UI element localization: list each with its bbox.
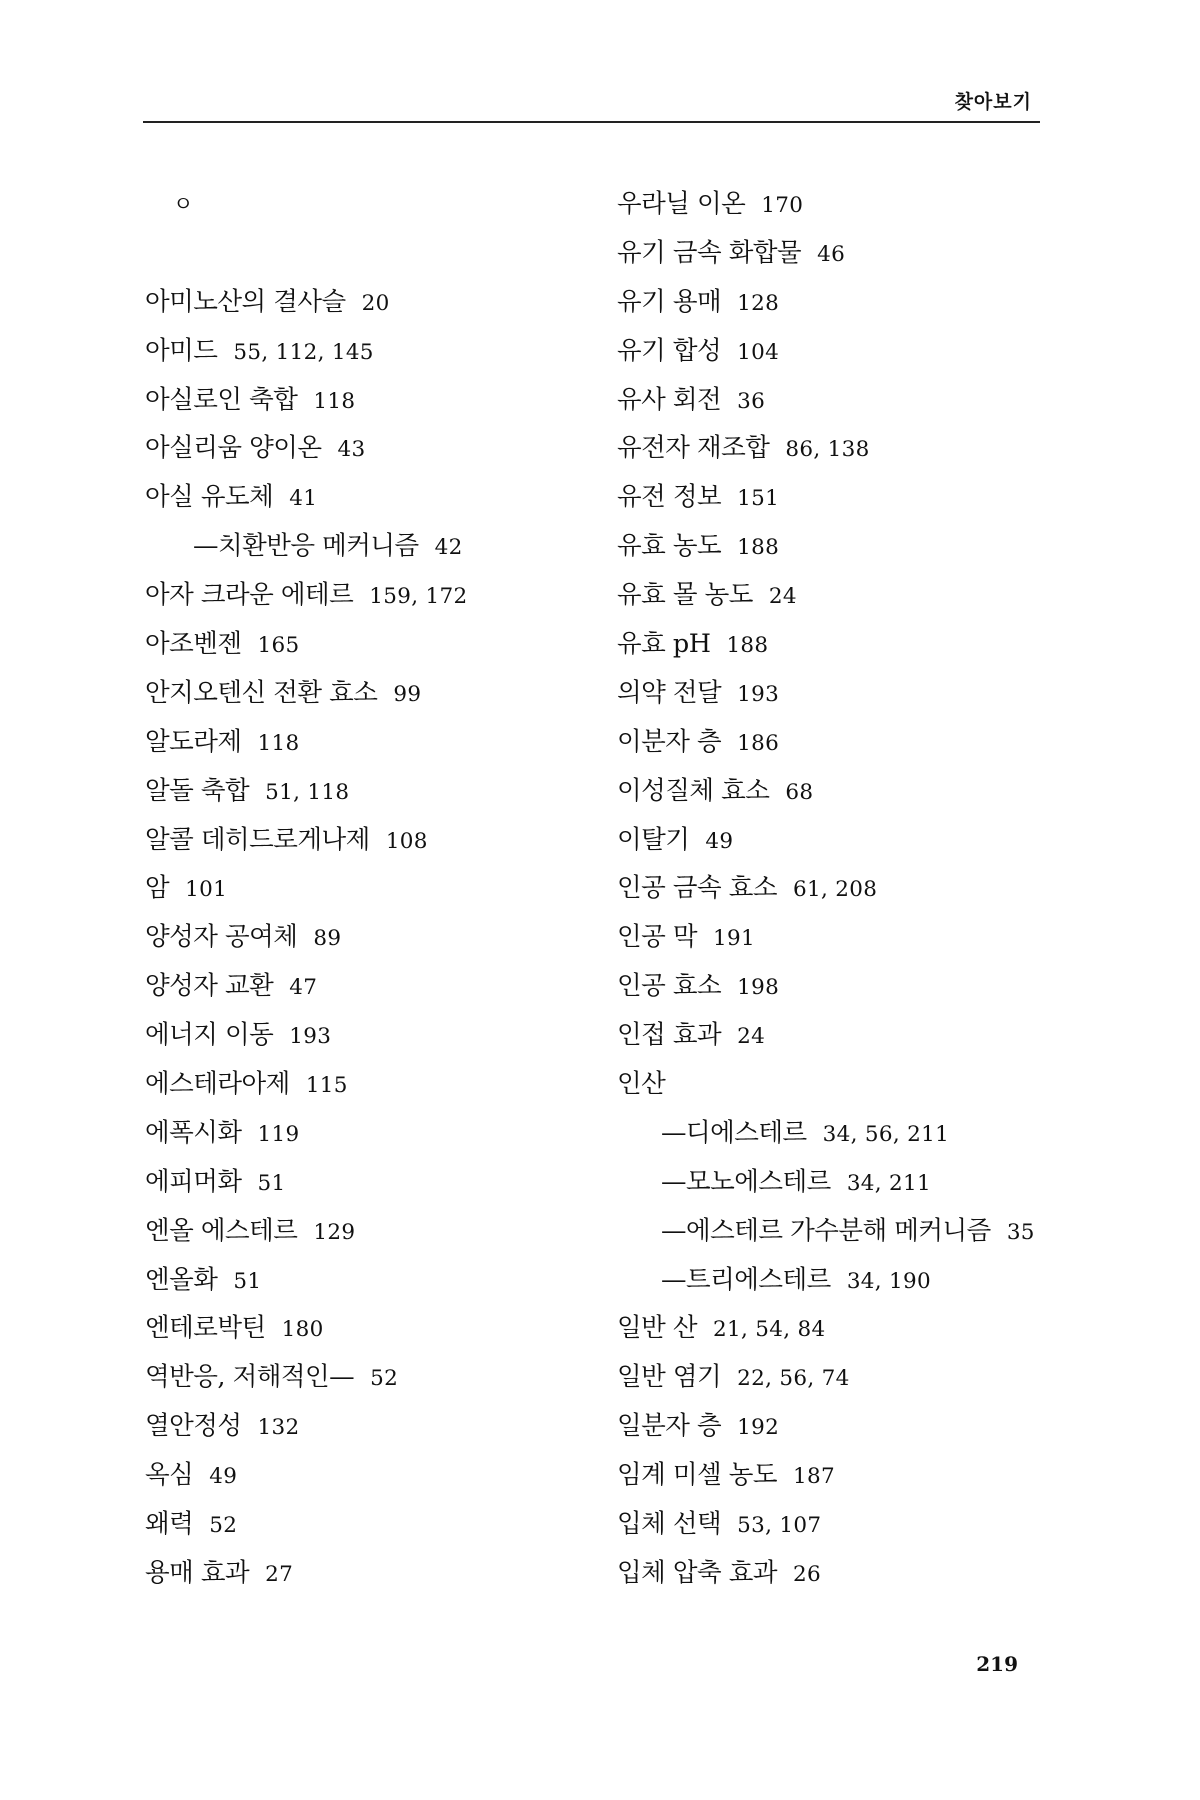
index-entry — [145, 962, 467, 1011]
index-term: 에폭시화 — [145, 1117, 242, 1148]
index-page-refs: 187 — [793, 1464, 835, 1490]
index-column-right — [617, 180, 1035, 1598]
index-term: 엔올 에스테르 — [145, 1215, 298, 1246]
index-entry — [617, 278, 1035, 327]
running-header — [143, 85, 1040, 123]
index-page-refs: 128 — [737, 290, 780, 316]
index-term: —치환반응 메커니즘 — [193, 531, 419, 562]
index-term: —에스테르 가수분해 메커니즘 — [661, 1215, 991, 1246]
index-entry — [145, 1256, 467, 1305]
page-number: 219 — [976, 1652, 1018, 1676]
index-page-refs: 34, 56, 211 — [822, 1121, 950, 1147]
index-entry — [617, 1402, 1035, 1451]
index-page-refs: 36 — [737, 388, 766, 414]
index-page-refs: 52 — [370, 1366, 399, 1392]
index-page-refs: 118 — [257, 730, 300, 756]
index-entry — [617, 424, 1035, 473]
index-entry — [145, 1500, 467, 1549]
index-page-refs: 151 — [737, 486, 780, 512]
index-entry — [617, 1207, 1035, 1256]
index-entry — [617, 327, 1035, 376]
index-entry — [617, 1500, 1035, 1549]
index-term: 우라닐 이온 — [617, 189, 746, 219]
index-entry — [145, 767, 467, 816]
index-term: 아실 유도체 — [145, 482, 274, 513]
index-entry — [145, 1109, 467, 1158]
index-page-refs: 193 — [737, 681, 780, 707]
index-term: 알돌 축합 — [145, 775, 250, 806]
index-page-refs: 53, 107 — [737, 1513, 822, 1539]
index-entry — [145, 1011, 467, 1060]
index-term: 엔테로박틴 — [145, 1313, 266, 1344]
index-entry — [617, 1060, 1035, 1109]
index-term: 유효 pH — [617, 629, 711, 660]
index-page-refs: 101 — [185, 877, 228, 903]
index-term: 유기 합성 — [617, 335, 722, 366]
index-page-refs: 51 — [257, 1170, 286, 1196]
index-page-refs: 188 — [726, 633, 769, 659]
index-entry — [145, 1304, 467, 1353]
index-entry — [617, 620, 1035, 669]
index-term: 알콜 데히드로게나제 — [145, 824, 370, 855]
index-term: 인산 — [617, 1069, 666, 1100]
index-page-refs: 86, 138 — [785, 437, 870, 463]
index-term: —트리에스테르 — [661, 1264, 831, 1295]
index-entry — [617, 522, 1035, 571]
running-header-title: 찾아보기 — [954, 91, 1032, 113]
index-entry — [617, 571, 1035, 620]
index-page-refs: 193 — [289, 1024, 332, 1050]
index-page-refs: 99 — [393, 681, 422, 707]
index-entry — [145, 1451, 467, 1500]
index-term: 이탈기 — [617, 824, 690, 855]
index-page-refs: 61, 208 — [793, 877, 878, 903]
index-entry — [145, 913, 467, 962]
index-page-refs: 192 — [737, 1415, 780, 1441]
index-term: 안지오텐신 전환 효소 — [145, 677, 378, 708]
index-page-refs: 132 — [257, 1415, 300, 1441]
index-page-refs: 119 — [257, 1121, 300, 1147]
index-page-refs: 49 — [209, 1464, 238, 1490]
index-term: 아실로인 축합 — [145, 384, 298, 415]
index-entry — [617, 1353, 1035, 1402]
index-entry — [145, 229, 467, 278]
index-term: 유전자 재조합 — [617, 433, 770, 464]
index-term: 일반 산 — [617, 1313, 698, 1344]
index-page-refs: 68 — [785, 779, 814, 805]
index-entry — [617, 1256, 1035, 1305]
index-page-refs: 41 — [289, 486, 318, 512]
index-term: 유전 정보 — [617, 482, 722, 513]
index-entry — [145, 522, 467, 571]
index-entry — [617, 1451, 1035, 1500]
index-term: 아실리움 양이온 — [145, 433, 322, 464]
index-page-refs: 51 — [233, 1268, 262, 1294]
index-page-refs: 46 — [817, 241, 846, 267]
index-page-refs: 42 — [434, 535, 463, 561]
index-term: 아조벤젠 — [145, 629, 242, 660]
index-page-refs: 35 — [1006, 1219, 1035, 1245]
index-term: 에스테라아제 — [145, 1069, 290, 1100]
index-page-refs: 186 — [737, 730, 780, 756]
index-entry — [617, 864, 1035, 913]
index-term: 암 — [145, 873, 170, 904]
index-entry — [145, 1158, 467, 1207]
index-term: 입체 선택 — [617, 1509, 722, 1540]
index-page-refs: 22, 56, 74 — [737, 1366, 850, 1392]
index-page-refs: 26 — [793, 1561, 821, 1587]
index-entry — [617, 229, 1035, 278]
index-entry — [145, 816, 467, 865]
index-entry — [617, 718, 1035, 767]
index-entry — [617, 816, 1035, 865]
index-page-refs: 49 — [705, 828, 734, 854]
index-entry — [617, 913, 1035, 962]
index-page-refs: 34, 211 — [846, 1170, 931, 1196]
index-entry — [617, 376, 1035, 425]
index-page-refs: 129 — [313, 1219, 356, 1245]
index-entry — [145, 1207, 467, 1256]
index-section-heading — [145, 180, 467, 229]
index-term: 인접 효과 — [617, 1020, 722, 1051]
index-entry — [617, 1158, 1035, 1207]
index-term: 엔올화 — [145, 1264, 218, 1295]
index-term: 용매 효과 — [145, 1557, 250, 1588]
index-term: 일분자 층 — [617, 1411, 722, 1442]
index-entry — [145, 669, 467, 718]
index-page-refs: 89 — [313, 926, 342, 952]
index-entry — [617, 1109, 1035, 1158]
index-entry — [145, 376, 467, 425]
index-term: 아자 크라운 에테르 — [145, 580, 354, 611]
index-page-refs: 20 — [361, 290, 390, 316]
index-page-refs: 188 — [737, 535, 780, 561]
index-page-refs: 170 — [761, 193, 804, 218]
index-page-refs: 24 — [737, 1024, 766, 1050]
index-entry — [617, 962, 1035, 1011]
index-entry — [145, 473, 467, 522]
index-term: 역반응, 저해적인— — [145, 1362, 355, 1393]
index-page-refs: 27 — [265, 1561, 294, 1587]
index-page-refs: 21, 54, 84 — [713, 1317, 826, 1343]
index-page-refs: 108 — [385, 828, 428, 854]
index-term: 양성자 공여체 — [145, 922, 298, 953]
index-page-refs: 180 — [281, 1317, 324, 1343]
index-term: —모노에스테르 — [661, 1166, 831, 1197]
index-term: 의약 전달 — [617, 677, 722, 708]
index-entry — [617, 1304, 1035, 1353]
index-term: 양성자 교환 — [145, 971, 274, 1002]
index-entry — [145, 424, 467, 473]
index-entry — [145, 1402, 467, 1451]
index-entry — [145, 278, 467, 327]
index-page-refs: 55, 112, 145 — [233, 339, 374, 365]
index-page-refs: 24 — [768, 584, 797, 610]
index-term: 왜력 — [145, 1509, 194, 1540]
index-term: 아미노산의 결사슬 — [145, 286, 346, 317]
index-entry — [145, 327, 467, 376]
index-term: 인공 금속 효소 — [617, 873, 778, 904]
index-entry — [145, 571, 467, 620]
index-term: 유효 몰 농도 — [617, 580, 753, 611]
index-term: 유기 금속 화합물 — [617, 237, 802, 268]
index-term: 임계 미셀 농도 — [617, 1460, 778, 1491]
index-term: 유기 용매 — [617, 286, 722, 317]
index-term: ㅇ — [173, 192, 193, 216]
index-entry — [617, 473, 1035, 522]
index-term: 이성질체 효소 — [617, 775, 770, 806]
index-entry — [145, 1060, 467, 1109]
index-page-refs: 191 — [713, 926, 755, 952]
index-entry — [617, 1011, 1035, 1060]
index-entry — [145, 1353, 467, 1402]
index-term: 옥심 — [145, 1460, 194, 1491]
index-term: 일반 염기 — [617, 1362, 722, 1393]
index-entry — [617, 1549, 1035, 1598]
index-page-refs: 104 — [737, 339, 780, 365]
index-term: 에너지 이동 — [145, 1020, 274, 1051]
index-page-refs: 159, 172 — [369, 584, 468, 610]
index-term: —디에스테르 — [661, 1117, 807, 1148]
index-term: 인공 막 — [617, 922, 698, 953]
index-page-refs: 165 — [257, 633, 300, 659]
index-entry — [145, 864, 467, 913]
index-term: 알도라제 — [145, 726, 242, 757]
index-entry — [145, 1549, 467, 1598]
index-page-refs: 118 — [313, 388, 356, 414]
index-term: 열안정성 — [145, 1411, 242, 1442]
index-term: 유효 농도 — [617, 531, 722, 562]
index-entry — [617, 180, 1035, 229]
index-page-refs: 43 — [337, 437, 366, 463]
index-term: 아미드 — [145, 335, 218, 366]
index-term: 입체 압축 효과 — [617, 1557, 778, 1588]
index-page-refs: 34, 190 — [846, 1268, 931, 1294]
index-entry — [617, 767, 1035, 816]
index-term: 인공 효소 — [617, 971, 722, 1002]
index-term: 이분자 층 — [617, 726, 722, 757]
index-entry — [617, 669, 1035, 718]
index-page-refs: 52 — [209, 1513, 238, 1539]
index-page-refs: 47 — [289, 975, 318, 1001]
index-page-refs: 51, 118 — [265, 779, 350, 805]
index-entry — [145, 620, 467, 669]
index-term: 에피머화 — [145, 1166, 242, 1197]
index-page-refs: 115 — [305, 1073, 348, 1099]
index-page-refs: 198 — [737, 975, 780, 1001]
index-entry — [145, 718, 467, 767]
index-column-left — [145, 180, 467, 1598]
index-term: 유사 회전 — [617, 384, 722, 415]
